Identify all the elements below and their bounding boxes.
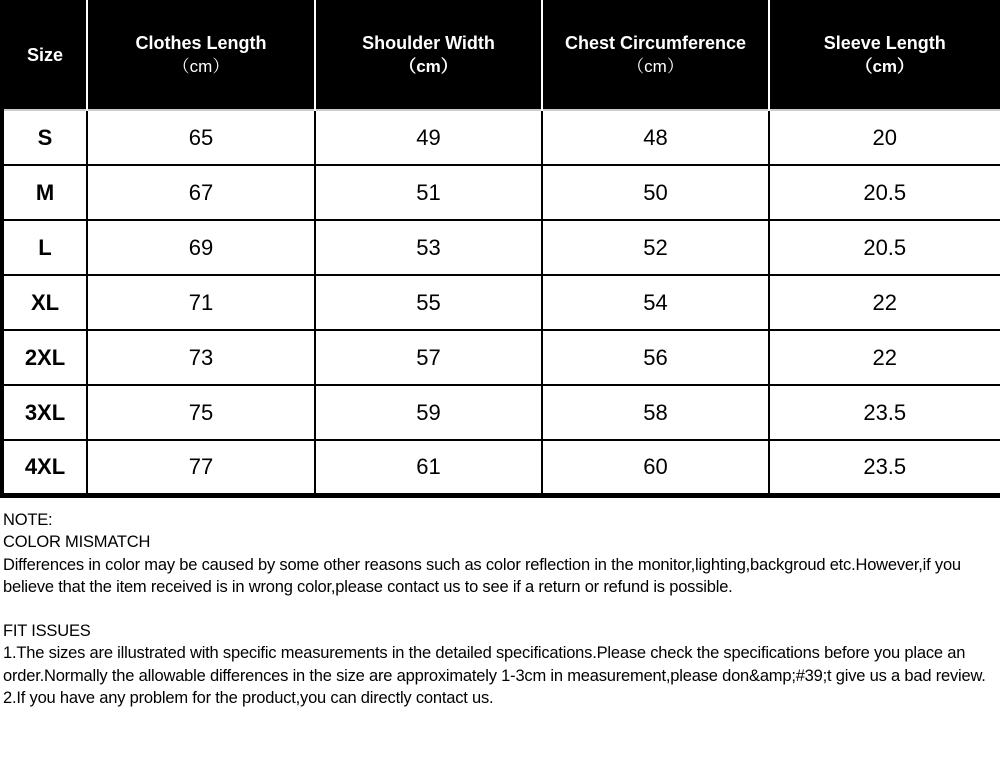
table-row (2, 330, 1000, 385)
shoulder-width-cell: 57 (315, 330, 542, 385)
header-unit: （cm） (399, 56, 458, 76)
size-cell: 4XL (2, 440, 87, 495)
chest-cell: 58 (542, 385, 769, 440)
sleeve-cell: 22 (769, 330, 1000, 385)
fit-issues-item-2: 2.If you have any problem for the product,you can directly contact us. (3, 689, 494, 708)
header-unit: （cm） (172, 56, 230, 76)
sleeve-cell: 20 (769, 110, 1000, 165)
size-cell: 3XL (2, 385, 87, 440)
clothes-length-cell: 77 (87, 440, 315, 495)
chest-cell: 60 (542, 440, 769, 495)
size-cell: L (2, 220, 87, 275)
chest-cell: 54 (542, 275, 769, 330)
table-row (2, 440, 1000, 495)
header-label: Clothes Length (135, 32, 267, 53)
note-label: NOTE: (3, 511, 53, 529)
size-cell: 2XL (2, 330, 87, 385)
size-cell: M (2, 165, 87, 220)
fit-issues-heading: FIT ISSUES (3, 622, 91, 641)
table-row (2, 165, 1000, 220)
table-row (2, 110, 1000, 165)
sleeve-cell: 23.5 (769, 385, 1000, 440)
chest-cell: 56 (542, 330, 769, 385)
table-row (2, 385, 1000, 440)
table-row (2, 220, 1000, 275)
header-chest-circumference (542, 0, 769, 110)
shoulder-width-cell: 49 (315, 110, 542, 165)
header-sleeve-length (769, 0, 1000, 110)
shoulder-width-cell: 55 (315, 275, 542, 330)
chest-cell: 50 (542, 165, 769, 220)
sleeve-cell: 22 (769, 275, 1000, 330)
color-mismatch-text: Differences in color may be caused by some other reasons such as color reflection in the monitor,lighting,backgroud etc.However,if you believe that the item received is in wrong color,please contact us to see if a return or refund is possible. (3, 555, 961, 596)
sleeve-cell: 23.5 (769, 440, 1000, 495)
sleeve-cell: 20.5 (769, 165, 1000, 220)
table-row (2, 275, 1000, 330)
size-cell: XL (2, 275, 87, 330)
clothes-length-cell: 75 (87, 385, 315, 440)
header-label: Chest Circumference (564, 32, 747, 53)
shoulder-width-cell: 59 (315, 385, 542, 440)
table-header-row (2, 0, 1000, 110)
shoulder-width-cell: 51 (315, 165, 542, 220)
header-shoulder-width (315, 0, 542, 110)
chest-cell: 52 (542, 220, 769, 275)
size-cell: S (2, 110, 87, 165)
clothes-length-cell: 65 (87, 110, 315, 165)
spacer (3, 598, 997, 620)
fit-issues-item-1: 1.The sizes are illustrated with specific measurements in the detailed specifications.Please check the specifications before you place an order.Normally the allowable differences in the size are approximately 1-3cm in measurement,please don&amp;#39;t give us a bad review. (3, 644, 986, 685)
header-label: Shoulder Width (362, 32, 495, 53)
header-unit: （cm） (627, 56, 684, 76)
chest-cell: 48 (542, 110, 769, 165)
sleeve-cell: 20.5 (769, 220, 1000, 275)
clothes-length-cell: 69 (87, 220, 315, 275)
header-label: Sleeve Length (823, 32, 946, 53)
shoulder-width-cell: 61 (315, 440, 542, 495)
notes-section (3, 509, 997, 709)
header-clothes-length (87, 0, 315, 110)
color-mismatch-heading: COLOR MISMATCH (3, 533, 151, 552)
shoulder-width-cell: 53 (315, 220, 542, 275)
header-size (2, 0, 87, 110)
header-unit: （cm） (855, 56, 915, 76)
clothes-length-cell: 67 (87, 165, 315, 220)
header-label: Size (26, 44, 64, 65)
clothes-length-cell: 73 (87, 330, 315, 385)
clothes-length-cell: 71 (87, 275, 315, 330)
